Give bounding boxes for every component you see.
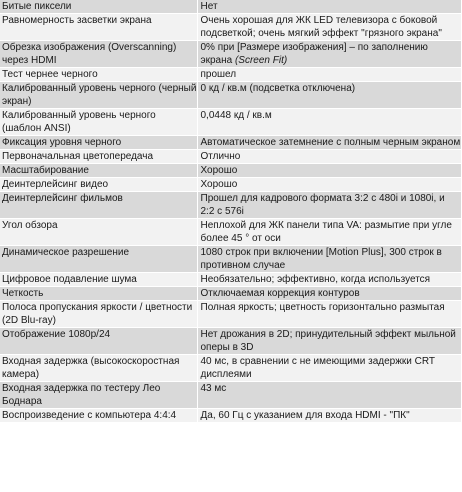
table-row [0,301,461,328]
table-row [0,409,461,423]
table-row [0,109,461,136]
row-value: Отключаемая коррекция контуров [197,287,461,301]
row-label: Обрезка изображения (Overscanning) через HDMI [0,41,197,68]
row-value: 43 мс [197,382,461,409]
row-label: Угол обзора [0,219,197,246]
row-label: Масштабирование [0,164,197,178]
table-row [0,41,461,68]
row-label: Калиброванный уровень черного (шаблон ANSI) [0,109,197,136]
row-value: прошел [197,68,461,82]
row-value: Полная яркость; цветность горизонтально размытая [197,301,461,328]
row-value: Хорошо [197,164,461,178]
table-row [0,150,461,164]
row-value: Автоматическое затемнение с полным черным экраном [197,136,461,150]
table-row [0,287,461,301]
table-row [0,246,461,273]
row-label: Фиксация уровня черного [0,136,197,150]
row-value: Прошел для кадрового формата 3:2 с 480i и 1080i, и 2:2 с 576i [197,192,461,219]
row-label: Отображение 1080p/24 [0,328,197,355]
row-label: Динамическое разрешение [0,246,197,273]
row-value: Неплохой для ЖК панели типа VA: размытие при угле более 45 ° от оси [197,219,461,246]
row-label: Полоса пропускания яркости / цветности (2D Blu-ray) [0,301,197,328]
row-label: Цифровое подавление шума [0,273,197,287]
table-row [0,68,461,82]
row-label: Равномерность засветки экрана [0,14,197,41]
row-value: 1080 строк при включении [Motion Plus], 300 строк в противном случае [197,246,461,273]
table-row [0,355,461,382]
row-label: Входная задержка по тестеру Лео Боднара [0,382,197,409]
row-value: 0 кд / кв.м (подсветка отключена) [197,82,461,109]
row-label: Тест чернее черного [0,68,197,82]
row-label: Деинтерлейсинг видео [0,178,197,192]
table-row [0,219,461,246]
row-label: Деинтерлейсинг фильмов [0,192,197,219]
row-value: Отлично [197,150,461,164]
table-row [0,273,461,287]
row-value-text: 0% при [Размере изображения] – по заполнению экрана [200,42,428,66]
row-value: Нет дрожания в 2D; принудительный эффект мыльной оперы в 3D [197,328,461,355]
table-row [0,136,461,150]
row-label: Четкость [0,287,197,301]
table-row [0,178,461,192]
row-value: Да, 60 Гц с указанием для входа HDMI - "ПК" [197,409,461,423]
row-value: Хорошо [197,178,461,192]
row-label: Входная задержка (высокоскоростная камера) [0,355,197,382]
row-label: Калиброванный уровень черного (черный экран) [2,83,197,107]
row-value: 0,0448 кд / кв.м [197,109,461,136]
table-row [0,382,461,409]
row-label: Первоначальная цветопередача [0,150,197,164]
row-value: Нет [197,0,461,14]
table-row [0,0,461,14]
table-row [0,192,461,219]
row-value-italic: (Screen Fit) [234,55,288,66]
table-row [0,82,461,109]
row-value: Очень хорошая для ЖК LED телевизора с боковой подсветкой; очень мягкий эффект "грязного экрана" [197,14,461,41]
table-row [0,14,461,41]
row-value [197,41,461,68]
row-value: 40 мс, в сравнении с не имеющими задержки CRT дисплеями [197,355,461,382]
row-label: Воспроизведение с компьютера 4:4:4 [0,409,197,423]
row-label: Битые пиксели [0,0,197,14]
table-row [0,328,461,355]
table-row [0,164,461,178]
row-value: Необязательно; эффективно, когда используется [197,273,461,287]
